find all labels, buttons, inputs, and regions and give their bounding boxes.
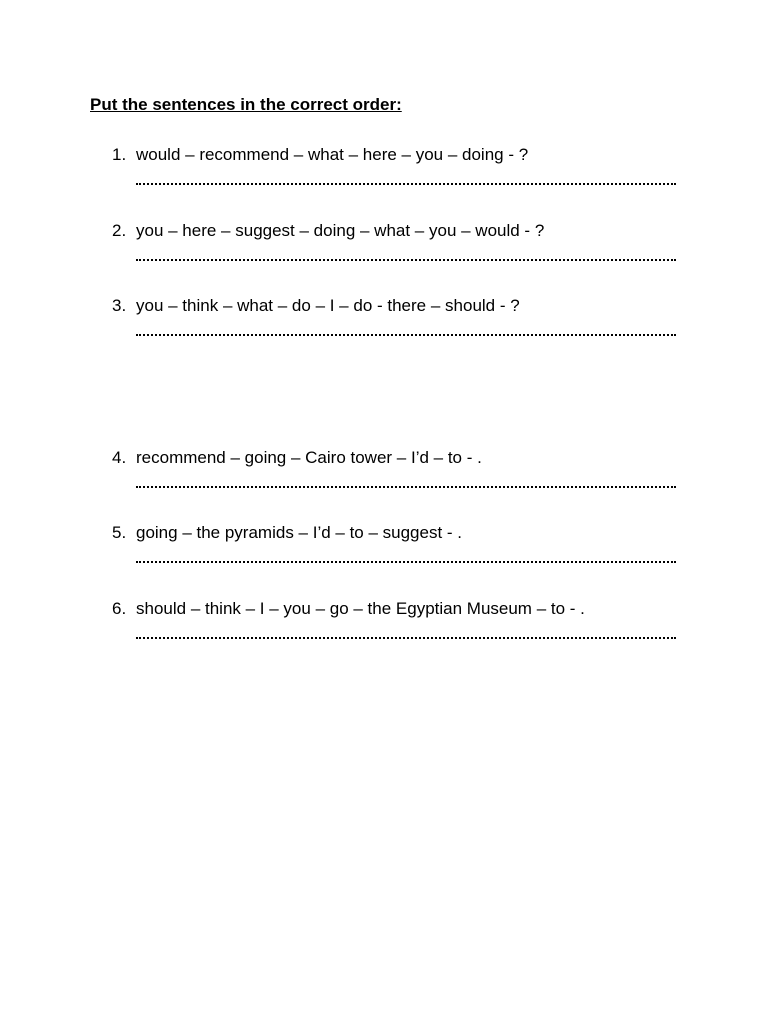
worksheet-heading: Put the sentences in the correct order:: [90, 95, 402, 114]
exercise-item-4: [0, 448, 768, 508]
answer-line[interactable]: [136, 183, 676, 185]
item-number: 6.: [112, 599, 127, 618]
exercise-item-2: [0, 221, 768, 281]
exercise-item-3: [0, 296, 768, 356]
exercise-item-1: [0, 145, 768, 205]
answer-line[interactable]: [136, 334, 676, 336]
item-number: 5.: [112, 523, 127, 542]
answer-line[interactable]: [136, 637, 676, 639]
item-words: recommend – going – Cairo tower – I’d – to - .: [136, 448, 482, 467]
item-words: would – recommend – what – here – you – doing - ?: [136, 145, 529, 164]
answer-line[interactable]: [136, 259, 676, 261]
exercise-item-5: [0, 523, 768, 583]
item-number: 2.: [112, 221, 127, 240]
answer-line[interactable]: [136, 561, 676, 563]
item-number: 4.: [112, 448, 127, 467]
item-words: going – the pyramids – I’d – to – suggest - .: [136, 523, 463, 542]
item-number: 1.: [112, 145, 127, 164]
item-words: should – think – I – you – go – the Egyptian Museum – to - .: [136, 599, 585, 618]
answer-line[interactable]: [136, 486, 676, 488]
item-words: you – think – what – do – I – do - there – should - ?: [136, 296, 520, 315]
item-words: you – here – suggest – doing – what – you – would - ?: [136, 221, 545, 240]
exercise-item-6: [0, 599, 768, 659]
item-number: 3.: [112, 296, 127, 315]
